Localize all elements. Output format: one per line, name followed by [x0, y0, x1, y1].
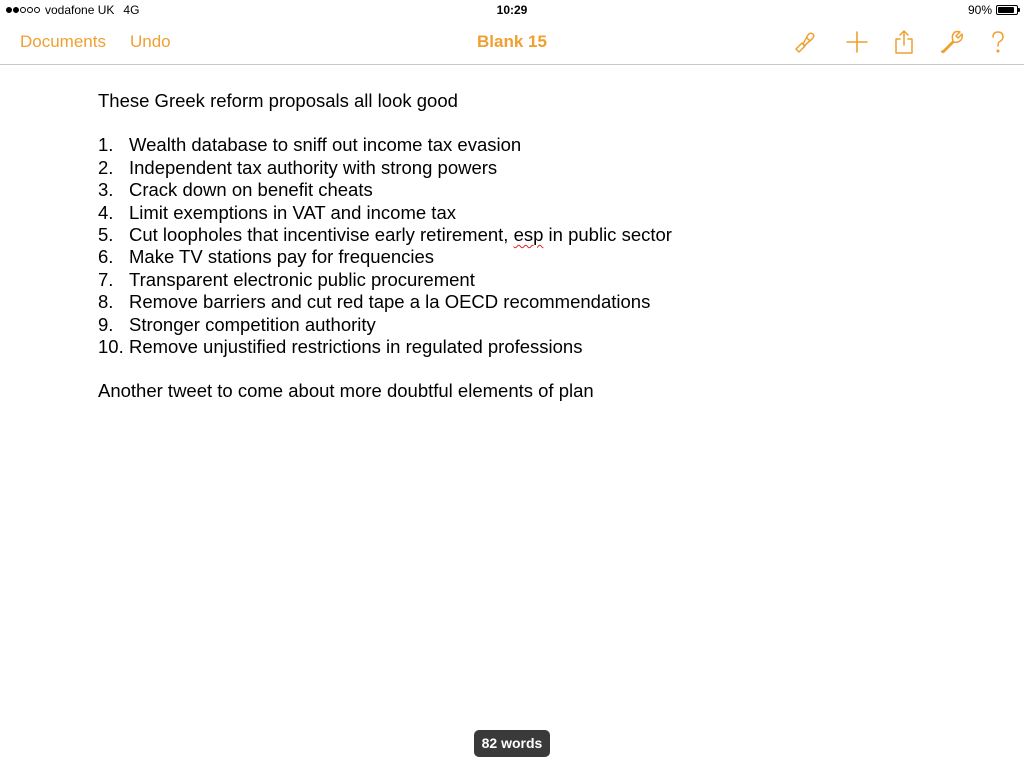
- status-time: 10:29: [496, 3, 528, 17]
- list-item: [98, 269, 918, 291]
- list-number: 7.: [98, 268, 114, 290]
- reform-list: [98, 134, 918, 358]
- document-body[interactable]: [98, 90, 918, 403]
- list-number: 3.: [98, 179, 114, 201]
- list-item: [98, 291, 918, 313]
- undo-button[interactable]: Undo: [130, 32, 171, 51]
- carrier-name: vodafone UK: [45, 3, 115, 17]
- list-text-part: in public sector: [543, 224, 672, 246]
- list-text: Transparent electronic public procurement: [129, 268, 475, 290]
- help-icon[interactable]: [985, 29, 1011, 55]
- list-number: 10.: [98, 336, 124, 358]
- list-item: [98, 224, 918, 246]
- list-text: Wealth database to sniff out income tax evasion: [129, 134, 522, 156]
- outro-line: Another tweet to come about more doubtful elements of plan: [98, 380, 594, 402]
- document-title: Blank 15: [477, 32, 547, 51]
- list-item: [98, 134, 918, 156]
- list-number: 4.: [98, 201, 114, 223]
- network-type: 4G: [123, 3, 140, 17]
- list-number: 2.: [98, 156, 114, 178]
- list-text: Independent tax authority with strong powers: [129, 156, 498, 178]
- list-text: Stronger competition authority: [129, 313, 376, 335]
- battery-percent: 90%: [967, 3, 992, 17]
- toolbar: [0, 20, 1024, 65]
- list-text: Make TV stations pay for frequencies: [129, 246, 435, 268]
- list-text: Remove barriers and cut red tape a la OECD recommendations: [129, 291, 651, 313]
- plus-icon[interactable]: [844, 29, 870, 55]
- list-item: [98, 157, 918, 179]
- list-text: Remove unjustified restrictions in regulated professions: [129, 336, 583, 358]
- list-text-part: Cut loopholes that incentivise early retirement,: [129, 224, 514, 246]
- list-text: Limit exemptions in VAT and income tax: [129, 201, 456, 223]
- list-number: 5.: [98, 224, 114, 246]
- wrench-icon[interactable]: [939, 29, 965, 55]
- list-number: 9.: [98, 313, 114, 335]
- list-item: [98, 314, 918, 336]
- list-text: Crack down on benefit cheats: [129, 179, 373, 201]
- word-count-badge[interactable]: 82 words: [474, 730, 550, 757]
- list-number: 1.: [98, 134, 114, 156]
- list-item: [98, 179, 918, 201]
- battery-icon: [996, 5, 1018, 15]
- list-item: [98, 202, 918, 224]
- status-bar: [0, 0, 1024, 20]
- status-right: [968, 3, 1018, 17]
- misspelled-word[interactable]: esp: [513, 224, 544, 246]
- format-brush-icon[interactable]: [793, 29, 819, 55]
- list-number: 6.: [98, 246, 114, 268]
- list-number: 8.: [98, 291, 114, 313]
- intro-line: These Greek reform proposals all look good: [98, 90, 458, 111]
- list-item: [98, 336, 918, 358]
- list-item: [98, 246, 918, 268]
- share-icon[interactable]: [891, 29, 917, 55]
- documents-button[interactable]: Documents: [20, 32, 106, 51]
- list-text: [129, 224, 672, 246]
